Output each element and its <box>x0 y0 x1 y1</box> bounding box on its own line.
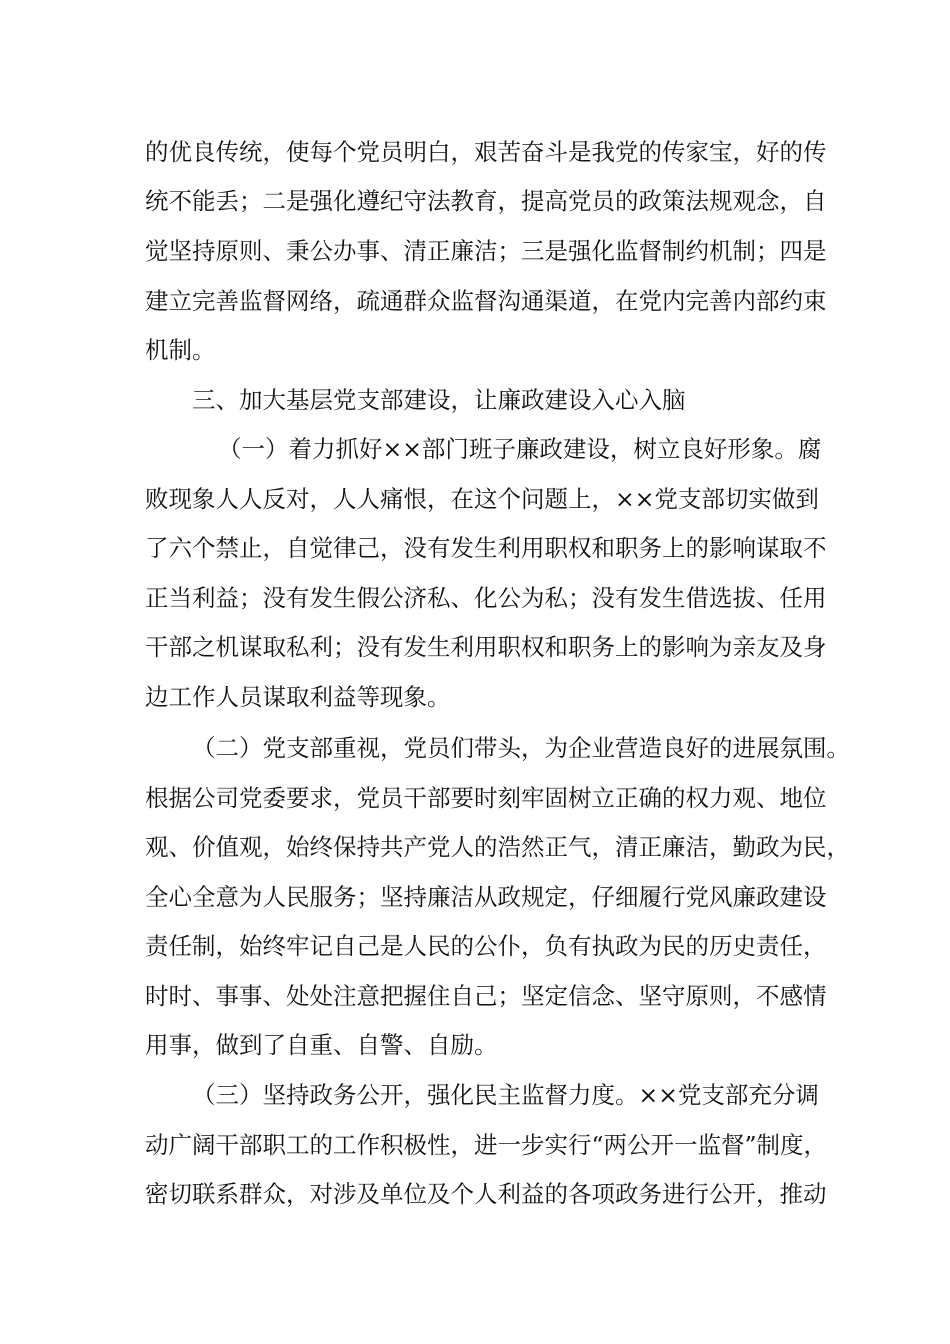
text-line: 正当利益；没有发生假公济私、化公为私；没有发生借选拔、任用 <box>145 584 827 612</box>
text-line: （一）着力抓好××部门班子廉政建设，树立良好形象。腐 <box>218 435 822 463</box>
text-line: 观、价值观，始终保持共产党人的浩然正气，清正廉洁，勤政为民， <box>145 833 850 861</box>
text-line: 根据公司党委要求，党员干部要时刻牢固树立正确的权力观、地位 <box>145 784 827 812</box>
text-line: 败现象人人反对，人人痛恨，在这个问题上，××党支部切实做到 <box>145 485 819 513</box>
text-line: 责任制，始终牢记自己是人民的公仆，负有执政为民的历史责任， <box>145 932 827 960</box>
text-line: （三）坚持政务公开，强化民主监督力度。××党支部充分调 <box>192 1081 819 1109</box>
text-line: 干部之机谋取私利；没有发生利用职权和职务上的影响为亲友及身 <box>145 633 827 661</box>
text-line: 的优良传统，使每个党员明白，艰苦奋斗是我党的传家宝，好的传 <box>145 138 827 166</box>
text-line: 机制。 <box>145 336 216 364</box>
text-line: 动广阔干部职工的工作积极性，进一步实行“两公开一监督”制度， <box>145 1131 828 1159</box>
text-line: 统不能丢；二是强化遵纪守法教育，提高党员的政策法规观念，自 <box>145 187 827 215</box>
text-line: 用事，做到了自重、自警、自励。 <box>145 1031 498 1059</box>
text-line: 密切联系群众，对涉及单位及个人利益的各项政务进行公开，推动 <box>145 1180 827 1208</box>
text-line: 觉坚持原则、秉公办事、清正廉洁；三是强化监督制约机制；四是 <box>145 237 827 265</box>
text-line: 时时、事事、处处注意把握住自己；坚定信念、坚守原则，不感情 <box>145 982 827 1010</box>
text-line: 了六个禁止，自觉律己，没有发生利用职权和职务上的影响谋取不 <box>145 534 827 562</box>
section-heading: 三、加大基层党支部建设，让廉政建设入心入脑 <box>192 386 686 414</box>
text-line: （二）党支部重视，党员们带头，为企业营造良好的进展氛围。 <box>192 734 850 762</box>
text-line: 建立完善监督网络，疏通群众监督沟通渠道，在党内完善内部约束 <box>145 287 827 315</box>
text-line: 全心全意为人民服务；坚持廉洁从政规定，仔细履行党风廉政建设 <box>145 883 827 911</box>
text-line: 边工作人员谋取利益等现象。 <box>145 683 451 711</box>
